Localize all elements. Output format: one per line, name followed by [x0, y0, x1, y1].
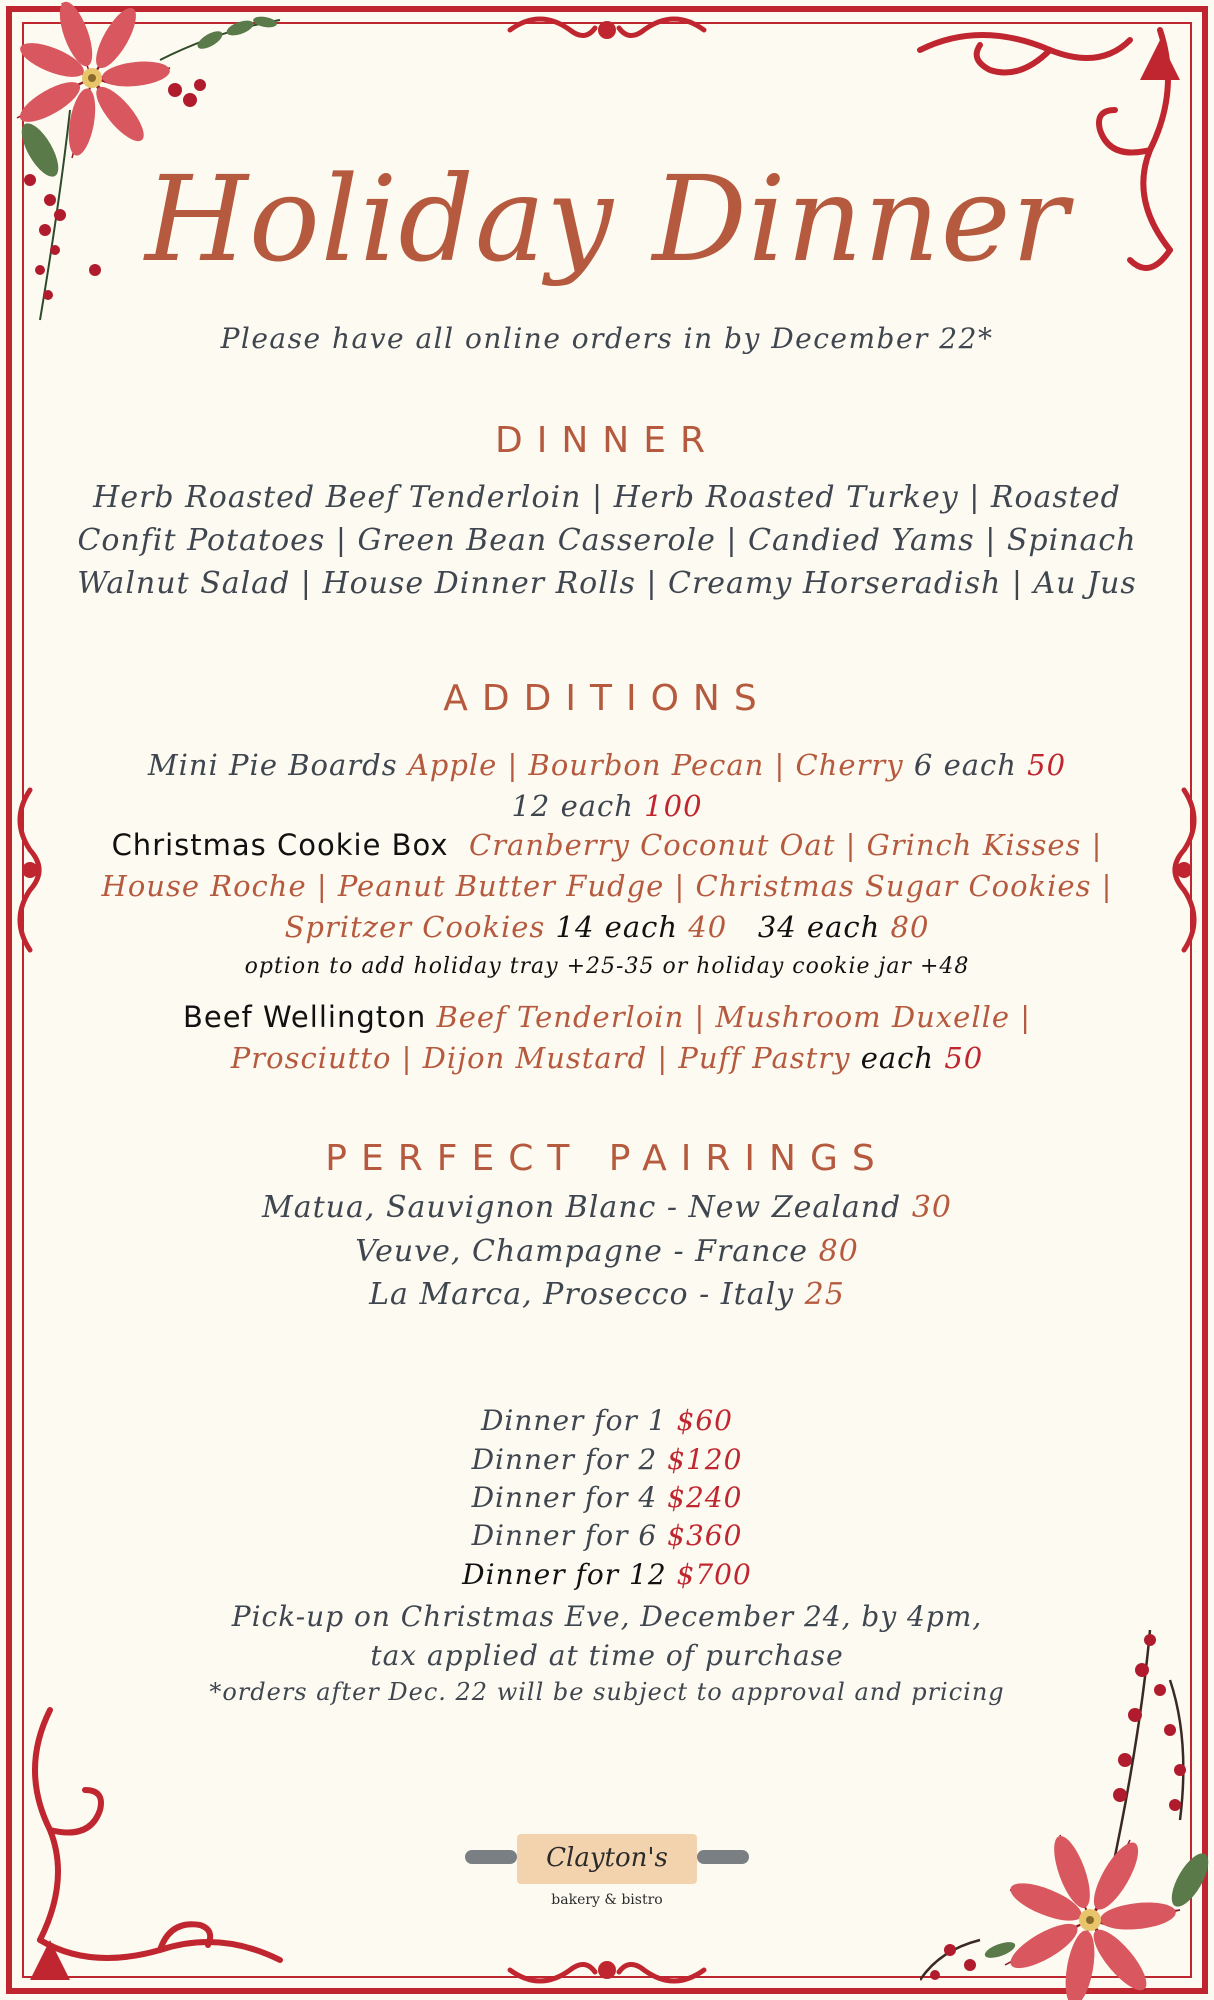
- pickup-line-2: tax applied at time of purchase: [370, 1639, 844, 1672]
- rolling-pin-icon: [465, 1826, 749, 1912]
- order-footnote: *orders after Dec. 22 will be subject to approval and pricing: [209, 1678, 1005, 1706]
- logo-tagline: bakery & bistro: [551, 1892, 663, 1908]
- wine-price: 25: [804, 1277, 845, 1312]
- mini-pie-price-1: 50: [1027, 748, 1067, 782]
- wine-row: [40, 1234, 1174, 1269]
- mini-pie-flavors: Apple | Bourbon Pecan | Cherry: [407, 748, 904, 782]
- dinner-price: $240: [667, 1481, 743, 1514]
- scroll-top-center-icon: [500, 8, 714, 52]
- cookie-qty-2: 34 each: [757, 910, 881, 944]
- dinner-size: Dinner for 2: [471, 1443, 658, 1476]
- wine-name: Veuve, Champagne - France: [355, 1234, 809, 1269]
- dinner-size: Dinner for 1: [480, 1404, 667, 1437]
- cookie-qty-1: 14 each: [555, 910, 679, 944]
- mini-pie-line: [40, 748, 1174, 782]
- logo-name: Clayton's: [546, 1843, 668, 1873]
- wellington-line-1: [40, 1000, 1174, 1034]
- mini-pie-price-2: 100: [644, 789, 703, 823]
- dinner-price: $60: [676, 1404, 733, 1437]
- wellington-price: 50: [944, 1041, 984, 1075]
- cookie-flavors-1: Cranberry Coconut Oat | Grinch Kisses |: [469, 828, 1103, 862]
- cookie-flavors-3: Spritzer Cookies: [284, 910, 546, 944]
- cookie-price-2: 80: [890, 910, 930, 944]
- wellington-items-1: Beef Tenderloin | Mushroom Duxelle |: [436, 1000, 1032, 1034]
- wellington-name: Beef Wellington: [182, 1000, 427, 1034]
- wellington-items-2: Prosciutto | Dijon Mustard | Puff Pastry: [230, 1041, 851, 1075]
- dinner-size: Dinner for 4: [471, 1481, 658, 1514]
- claytons-logo: [465, 1826, 749, 1912]
- page-title: Holiday Dinner: [144, 150, 1070, 288]
- dinner-heading: DINNER: [495, 420, 719, 461]
- pairings-heading: PERFECT PAIRINGS: [325, 1138, 889, 1179]
- wine-price: 30: [911, 1190, 952, 1225]
- dinner-price: $360: [667, 1519, 743, 1552]
- wine-name: Matua, Sauvignon Blanc - New Zealand: [262, 1190, 902, 1225]
- dinner-size: Dinner for 6: [471, 1519, 658, 1552]
- dinner-price-row: [40, 1443, 1174, 1476]
- mini-pie-line-2: [40, 789, 1174, 823]
- mini-pie-name: Mini Pie Boards: [147, 748, 398, 782]
- scroll-bottom-center-icon: [500, 1948, 714, 1992]
- wine-row: [40, 1277, 1174, 1312]
- mini-pie-qty-1: 6 each: [913, 748, 1017, 782]
- wellington-line-2: [40, 1041, 1174, 1075]
- cookie-box-line-1: [40, 828, 1174, 862]
- scroll-bottom-left-icon: [10, 1690, 310, 1990]
- dinner-line-3: Walnut Salad | House Dinner Rolls | Creamy Horseradish | Au Jus: [77, 566, 1137, 601]
- pickup-line-1: Pick-up on Christmas Eve, December 24, by 4pm,: [231, 1600, 983, 1633]
- mini-pie-qty-2: 12 each: [511, 789, 634, 823]
- dinner-size: Dinner for 12: [462, 1558, 667, 1591]
- dinner-price-row: [40, 1404, 1174, 1437]
- dinner-line-1: Herb Roasted Beef Tenderloin | Herb Roasted Turkey | Roasted: [93, 480, 1121, 515]
- dinner-line-2: Confit Potatoes | Green Bean Casserole | Candied Yams | Spinach: [77, 523, 1137, 558]
- dinner-price-row: [40, 1481, 1174, 1514]
- cookie-box-line-2: [40, 869, 1174, 903]
- cookie-box-name: Christmas Cookie Box: [111, 828, 449, 862]
- dinner-price-row: [40, 1519, 1174, 1552]
- wine-name: La Marca, Prosecco - Italy: [369, 1277, 795, 1312]
- dinner-price-row: [40, 1558, 1174, 1591]
- dinner-price: $700: [676, 1558, 752, 1591]
- wine-price: 80: [818, 1234, 859, 1269]
- cookie-box-line-3: [40, 910, 1174, 944]
- cookie-flavors-2: House Roche | Peanut Butter Fudge | Christmas Sugar Cookies |: [101, 869, 1113, 903]
- dinner-price: $120: [667, 1443, 743, 1476]
- order-deadline: Please have all online orders in by December 22*: [220, 322, 994, 355]
- wine-row: [40, 1190, 1174, 1225]
- cookie-price-1: 40: [688, 910, 728, 944]
- cookie-box-note: option to add holiday tray +25-35 or holiday cookie jar +48: [244, 954, 970, 979]
- wellington-qty: each: [860, 1041, 935, 1075]
- poinsettia-bottom-right-icon: [920, 1620, 1214, 2000]
- additions-heading: ADDITIONS: [443, 678, 771, 719]
